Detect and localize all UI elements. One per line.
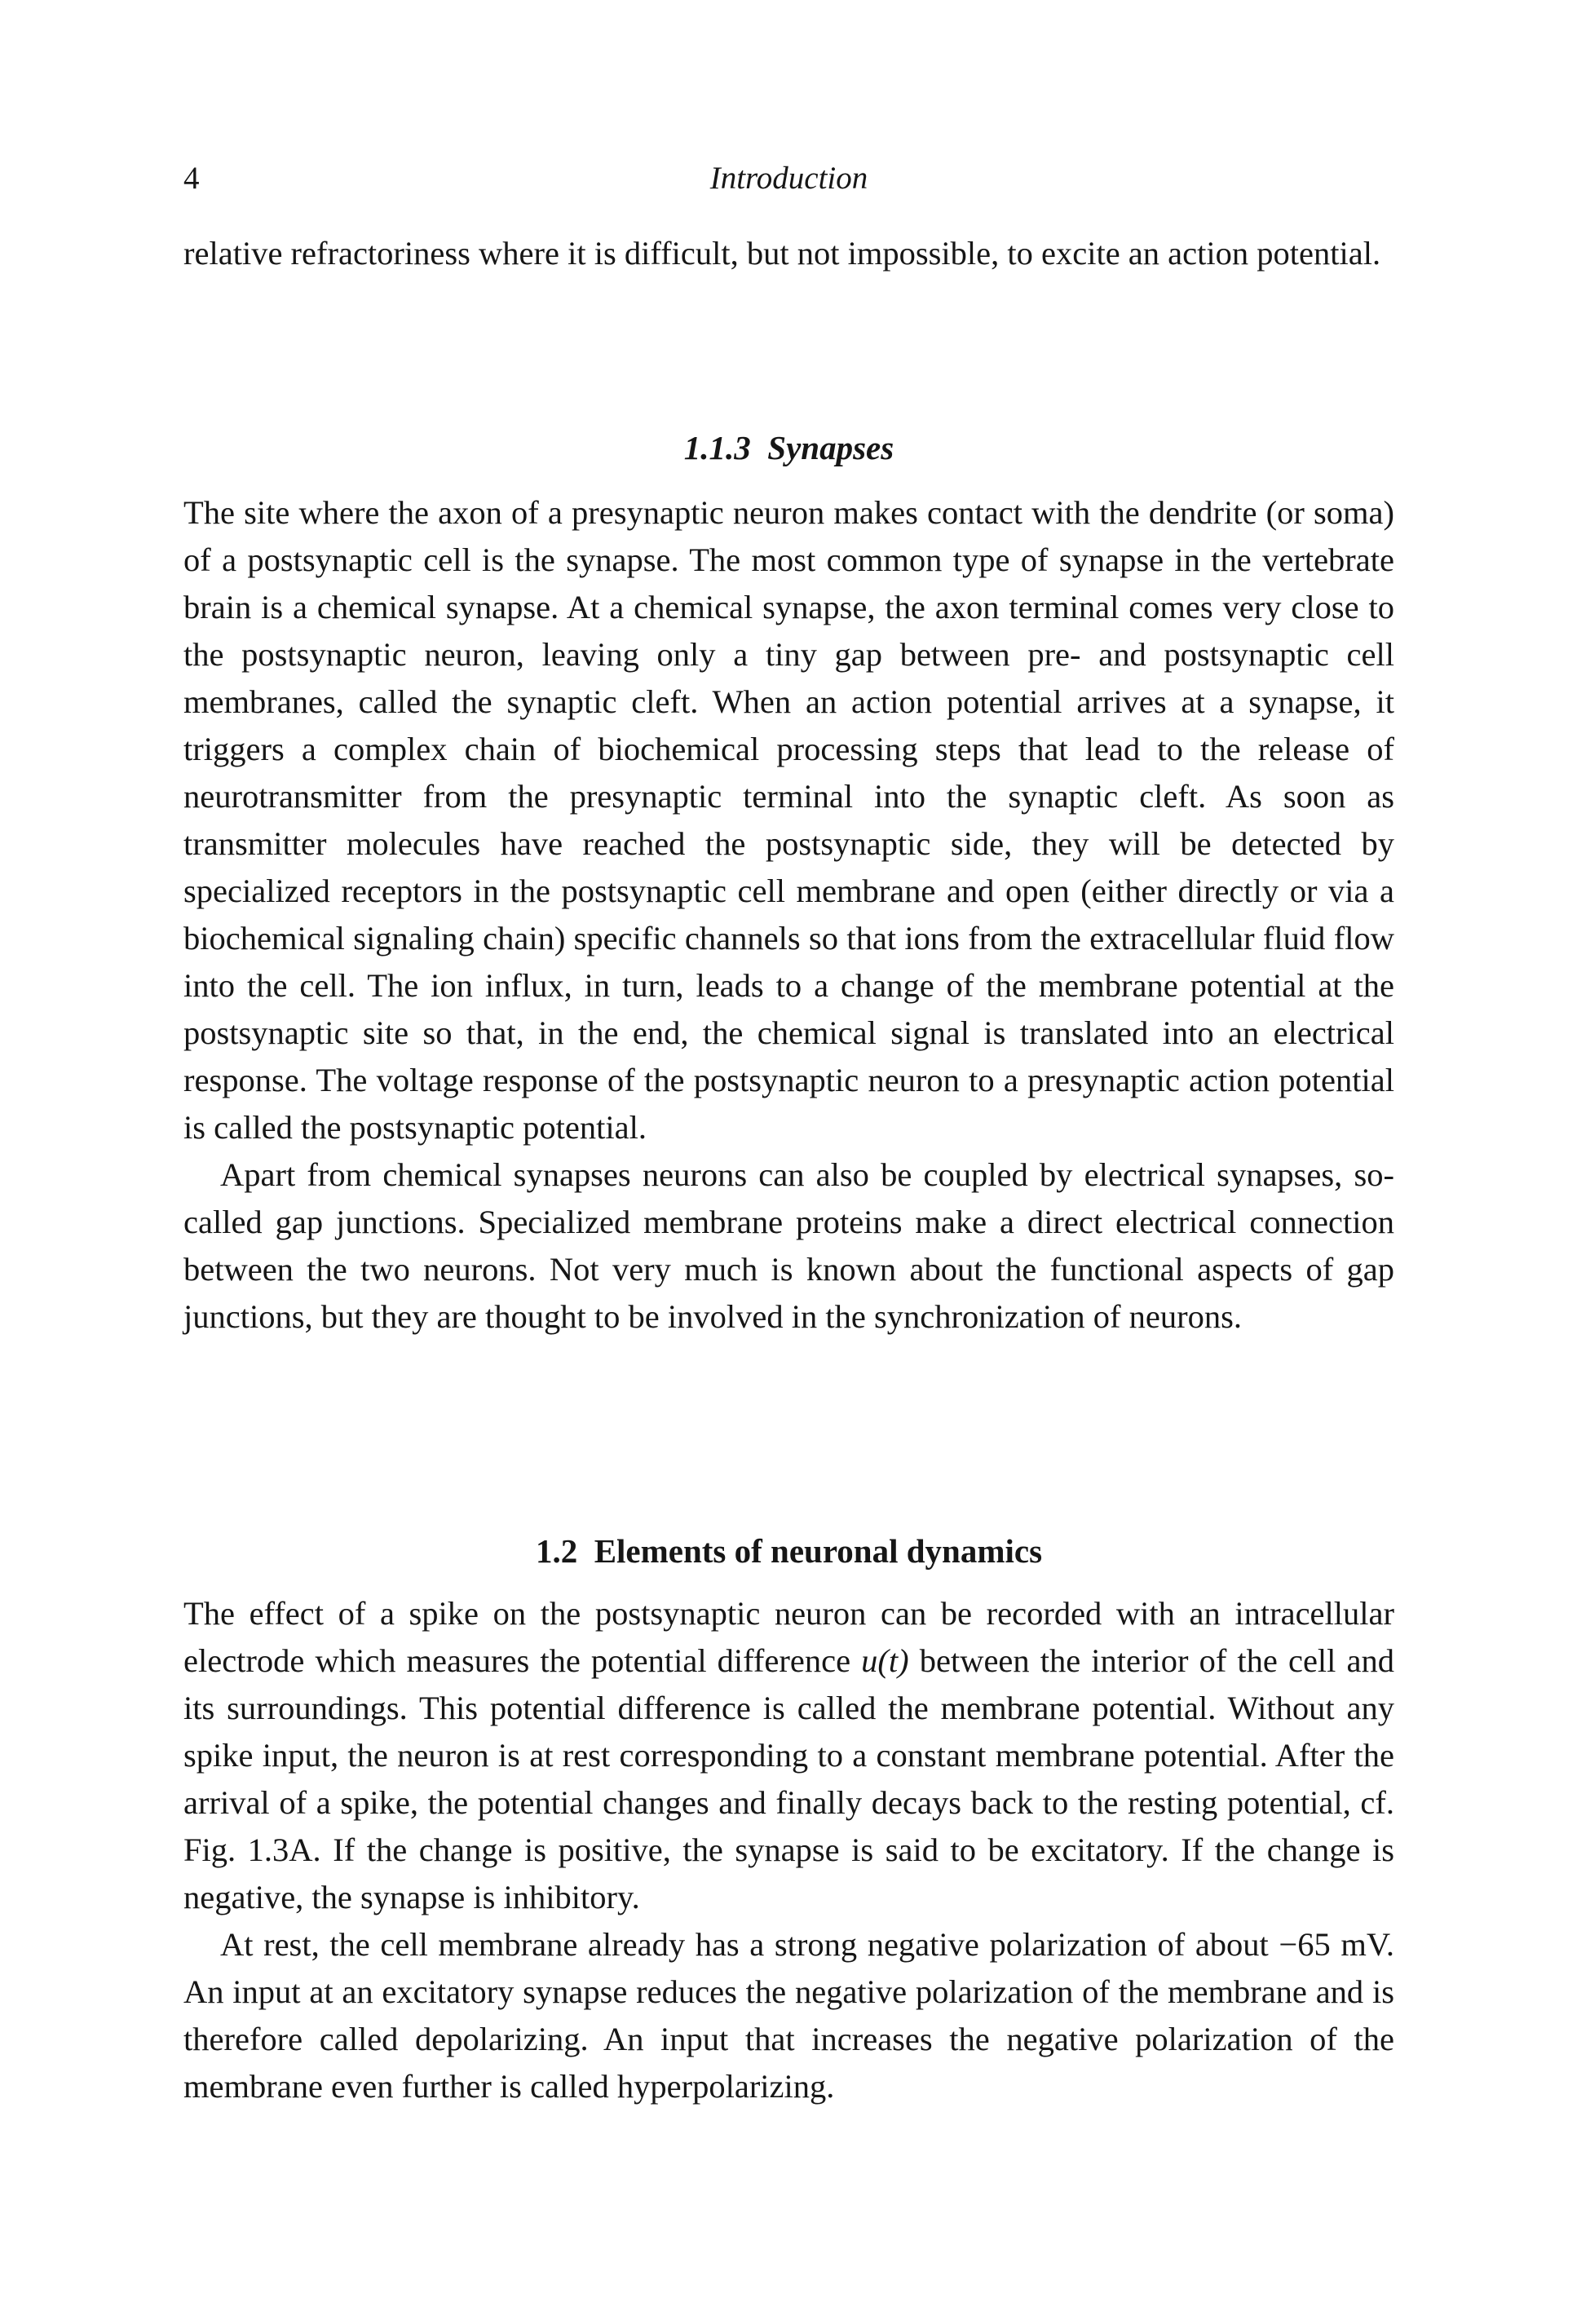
section-number: 1.2 bbox=[535, 1532, 578, 1570]
dynamics-paragraph-1 bbox=[183, 1590, 1394, 1921]
section-heading bbox=[183, 1531, 1394, 1571]
synapses-paragraph-1: The site where the axon of a presynaptic neuron makes contact with the dendrite (or soma) of a postsynaptic cell is the synapse. The most common type of synapse in the vertebrate brain is a chemical synapse. At a chemical synapse, the axon terminal comes very close to the postsynaptic neuron, leaving only a tiny gap between pre- and postsynaptic cell membranes, called the synaptic cleft. When an action potential arrives at a synapse, it triggers a complex chain of biochemical processing steps that lead to the release of neurotransmitter from the presynaptic terminal into the synaptic cleft. As soon as transmitter molecules have reached the postsynaptic side, they will be detected by specialized receptors in the postsynaptic cell membrane and open (either directly or via a biochemical signaling chain) specific channels so that ions from the extracellular fluid flow into the cell. The ion influx, in turn, leads to a change of the membrane potential at the postsynaptic site so that, in the end, the chemical signal is translated into an electrical response. The voltage response of the postsynaptic neuron to a presynaptic action potential is called the postsynaptic potential. bbox=[183, 494, 1394, 1146]
membrane-potential-symbol: u(t) bbox=[861, 1642, 909, 1679]
dynamics-paragraph-2: At rest, the cell membrane already has a strong negative polarization of about −65 mV. An input at an excitatory synapse reduces the negative polarization of the membrane and is therefore called depolarizing. An input that increases the negative polarization of the membrane even further is called hyperpolarizing. bbox=[183, 1926, 1394, 2105]
section-title: Elements of neuronal dynamics bbox=[594, 1532, 1043, 1570]
dynamics-paragraph-1-start: The effect of a spike on the postsynaptic neuron can be recorded with an intracellular electrode which measures the potential difference bbox=[183, 1595, 1394, 1679]
subsection-heading bbox=[183, 428, 1394, 467]
page-number: 4 bbox=[183, 161, 200, 196]
running-head bbox=[183, 160, 1394, 209]
carryover-paragraph: relative refractoriness where it is difficult, but not impossible, to excite an action potential. bbox=[183, 235, 1381, 272]
synapses-paragraph-2: Apart from chemical synapses neurons can also be coupled by electrical synapses, so-called gap junctions. Specialized membrane proteins make a direct electrical connection between the two neurons. Not very much is known about the functional aspects of gap junctions, but they are thought to be involved in the synchronization of neurons. bbox=[183, 1156, 1394, 1335]
carryover-block bbox=[183, 230, 1394, 277]
dynamics-paragraph-1-end: between the interior of the cell and its surroundings. This potential difference is called the membrane potential. Without any spike input, the neuron is at rest corresponding to a constant membrane potential. After the arrival of a spike, the potential changes and finally decays back to the resting potential, cf. Fig. 1.3A. If the change is positive, the synapse is said to be excitatory. If the change is negative, the synapse is inhibitory. bbox=[183, 1642, 1394, 1915]
subsection-title: Synapses bbox=[767, 429, 894, 466]
synapses-block bbox=[183, 489, 1394, 1341]
running-title: Introduction bbox=[709, 161, 868, 196]
subsection-number: 1.1.3 bbox=[683, 429, 751, 466]
neuronal-dynamics-block bbox=[183, 1590, 1394, 2110]
